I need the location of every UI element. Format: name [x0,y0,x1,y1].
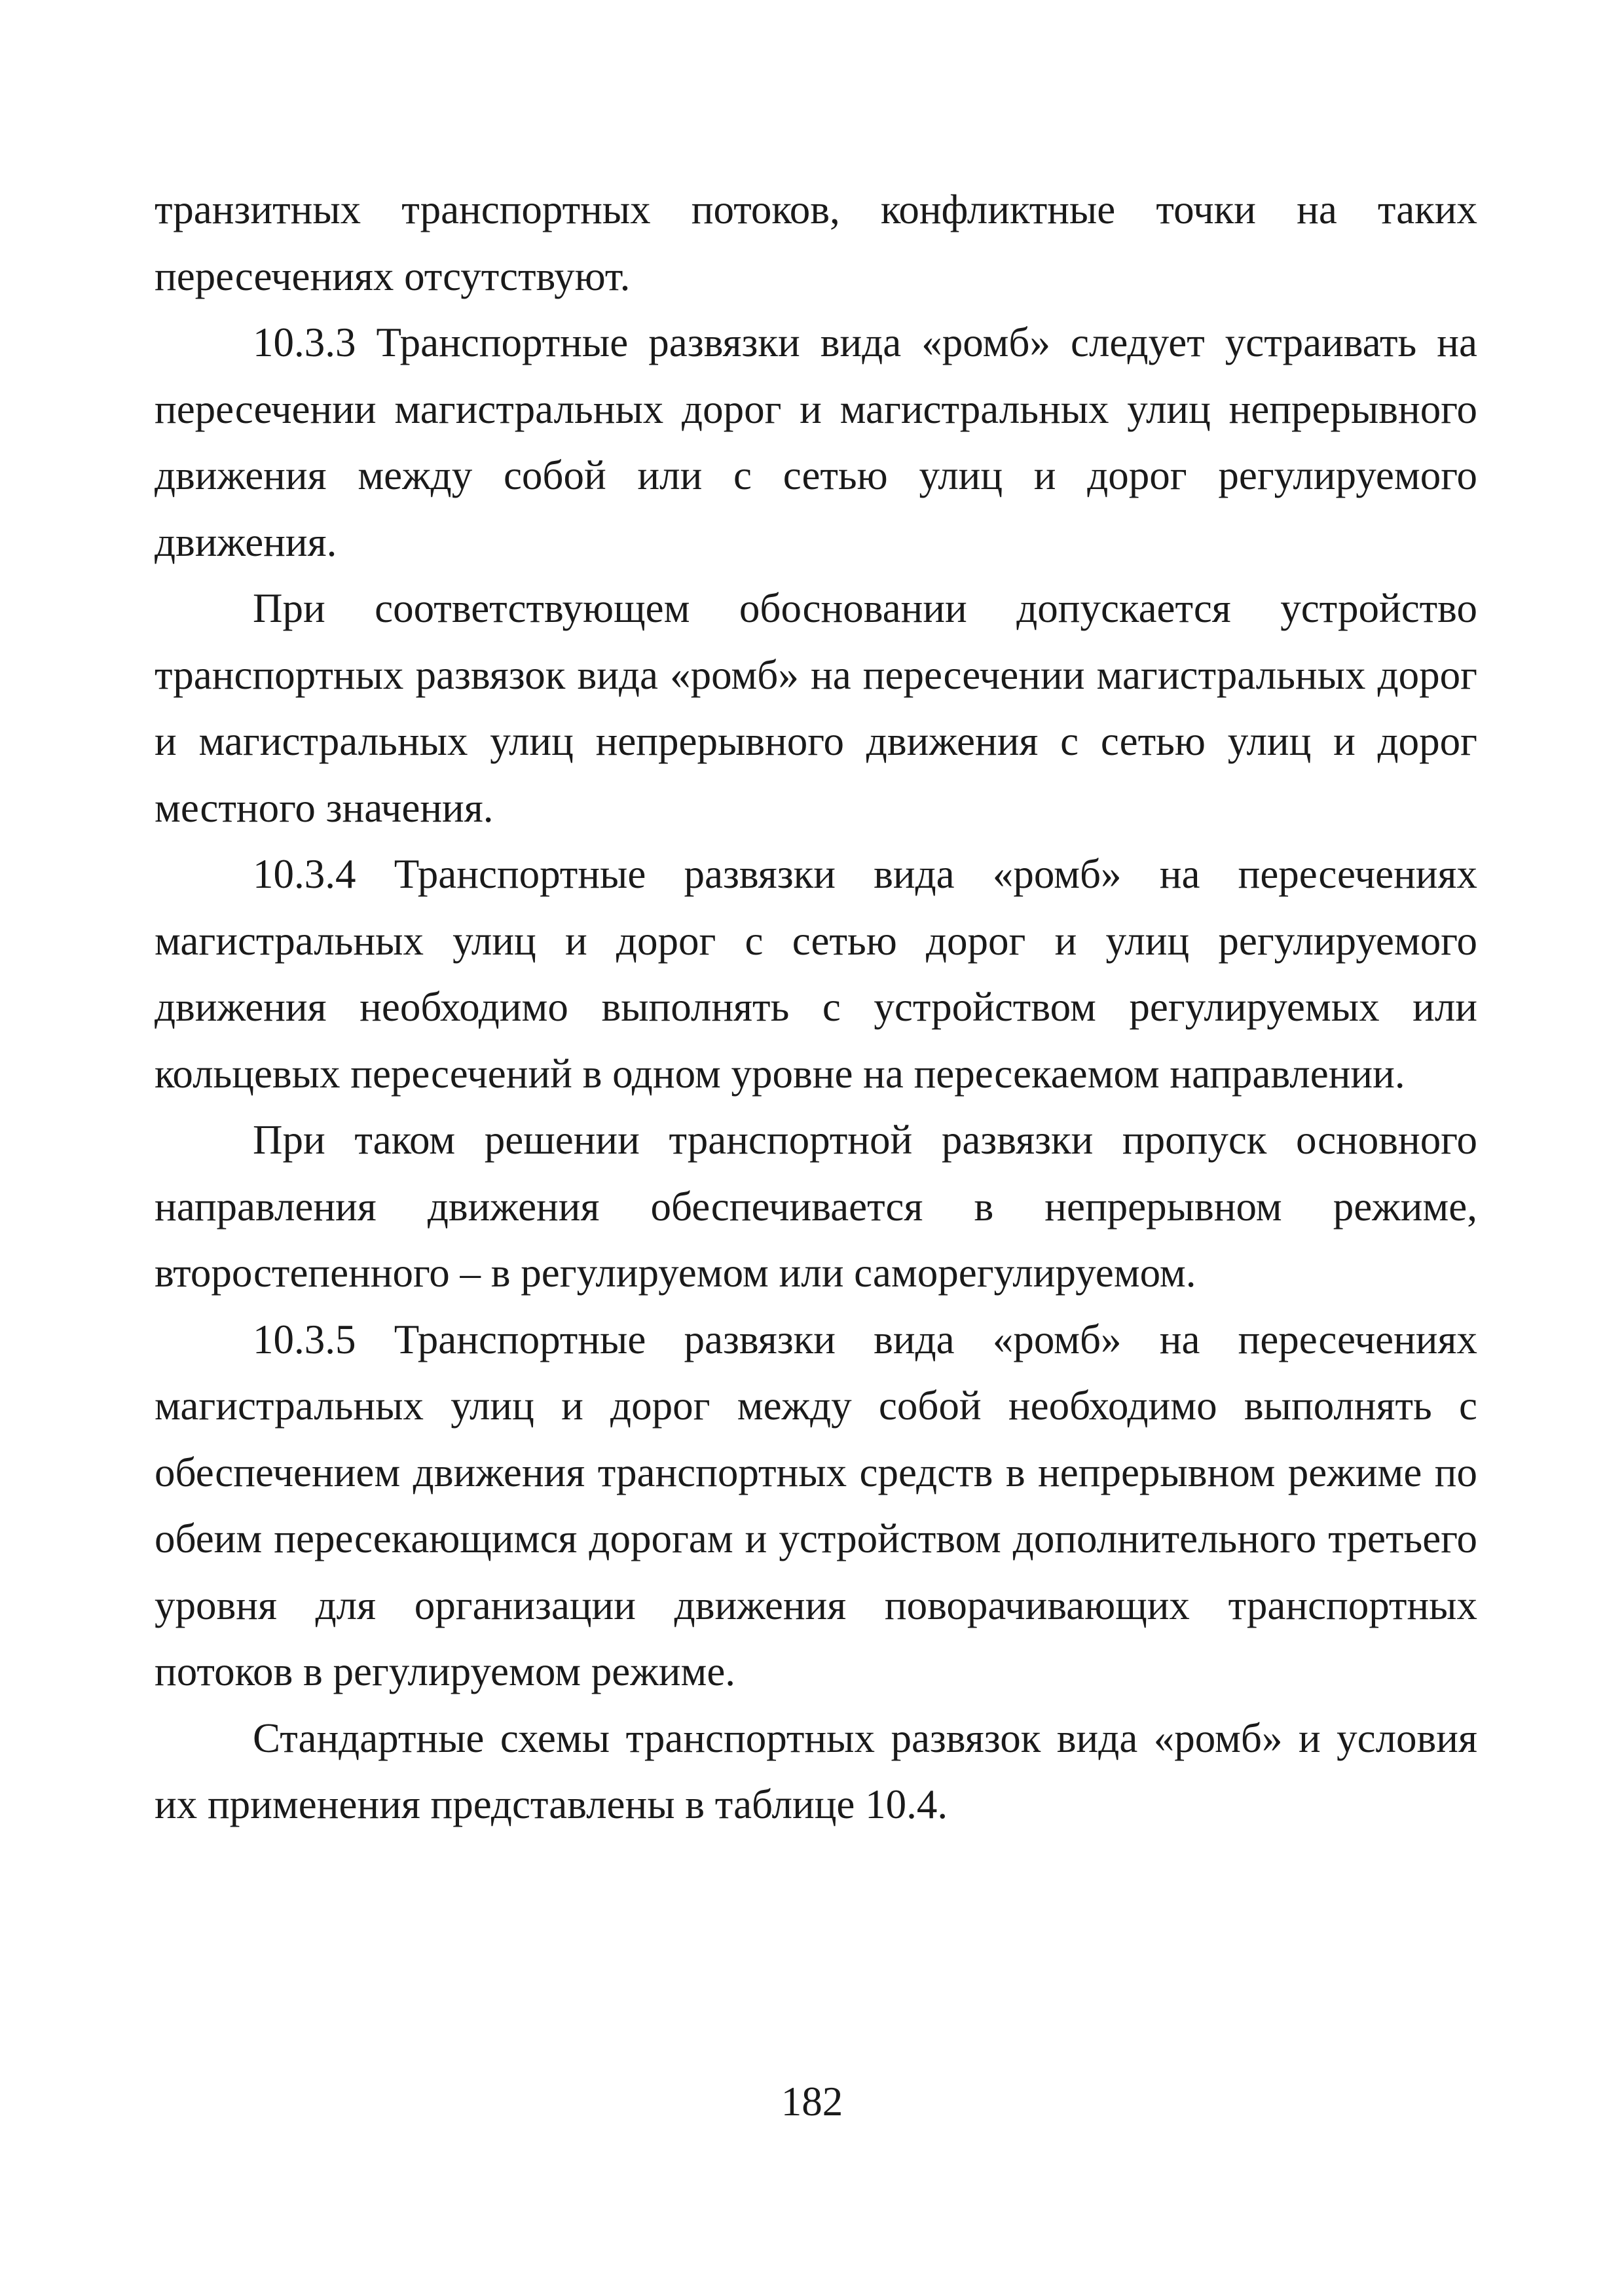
paragraph-table-reference: Стандартные схемы транспортных развязок вида «ромб» и условия их применения представлены в таблице 10.4. [155,1715,1477,1827]
page-number: 182 [781,2079,843,2124]
paragraph-10-3-3: 10.3.3 Транспортные развязки вида «ромб» следует устраивать на пересечении магистральных дорог и магистральных улиц непрерывного движения между собой или с сетью улиц и дорог регулируемого движения. [155,319,1477,565]
paragraph-traffic-mode: При таком решении транспортной развязки пропуск основного направления движения обеспечивается в непрерывном режиме, второстепенного – в регулируемом или саморегулируемом. [155,1117,1477,1296]
paragraph-justification-note: При соответствующем обосновании допускается устройство транспортных развязок вида «ромб» на пересечении магистральных дорог и магистральных улиц непрерывного движения с сетью улиц и дорог местного значения. [155,585,1477,831]
paragraph-10-3-4: 10.3.4 Транспортные развязки вида «ромб» на пересечениях магистральных улиц и дорог с сетью дорог и улиц регулируемого движения необходимо выполнять с устройством регулируемых или кольцевых пересечений в одном уровне на пересекаемом направлении. [155,851,1477,1097]
paragraph-continuation: транзитных транспортных потоков, конфликтные точки на таких пересечениях отсутствуют. [155,187,1477,299]
body-text [155,177,1477,1838]
paragraph-10-3-5: 10.3.5 Транспортные развязки вида «ромб» на пересечениях магистральных улиц и дорог между собой необходимо выполнять с обеспечением движения транспортных средств в непрерывном режиме по обеим пересекающимся дорогам и устройством дополнительного третьего уровня для организации движения поворачивающих транспортных потоков в регулируемом режиме. [155,1316,1477,1694]
